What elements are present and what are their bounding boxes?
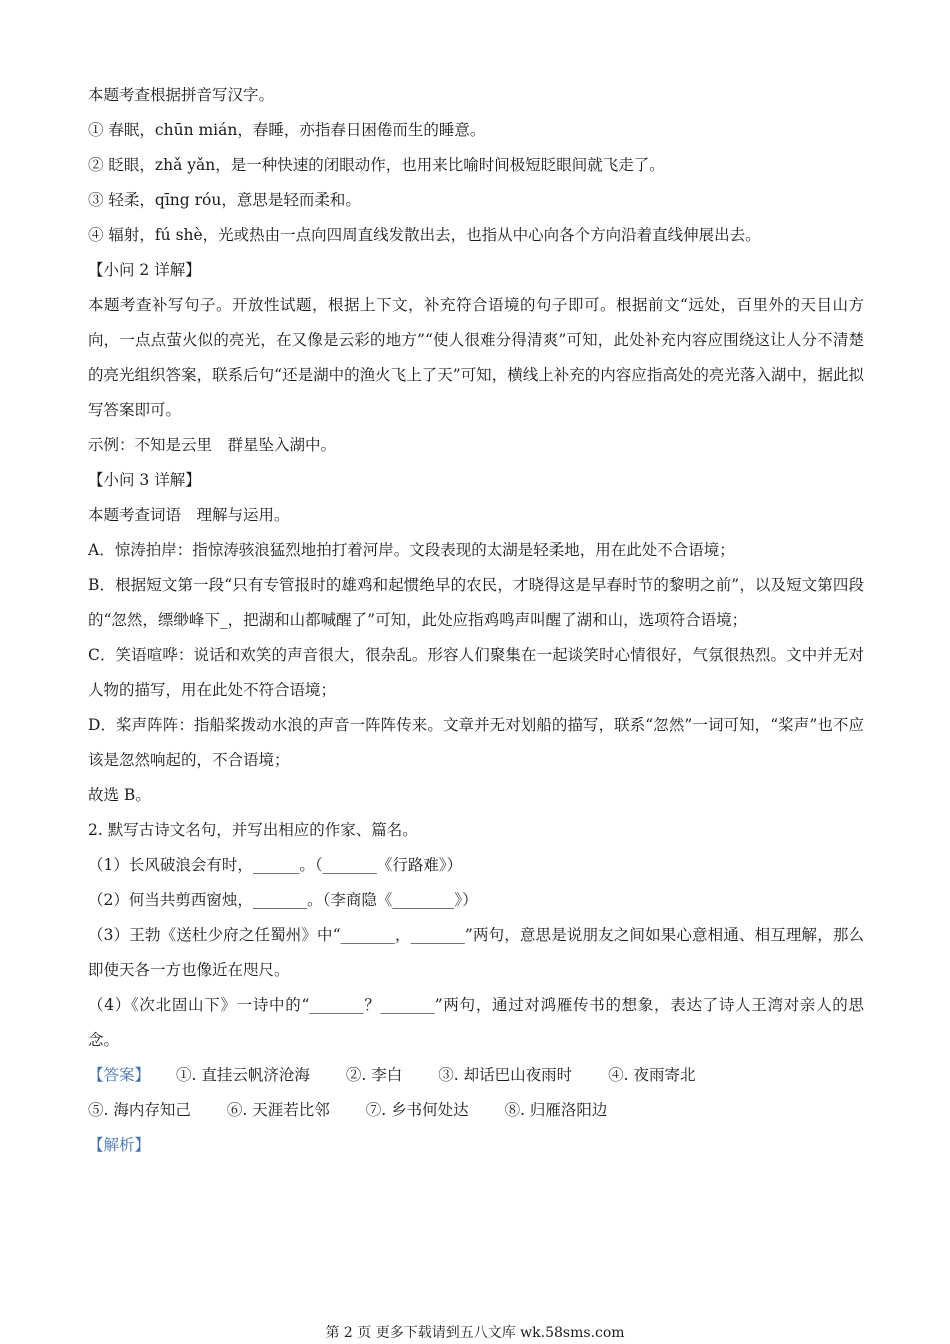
option-a: A．惊涛拍岸：指惊涛骇浪猛烈地拍打着河岸。文段表现的太湖是轻柔地，用在此处不合语境； [88,541,735,559]
answer-row [88,1058,864,1128]
q2-detail-heading: 【小问 2 详解】 [88,261,201,279]
q3-intro: 本题考查词语 理解与运用。 [88,506,290,524]
answer-item: ⑤. 海内存知己 [88,1101,191,1119]
answer-label: 【答案】 [88,1066,151,1084]
answer-item: ⑦. 乡书何处达 [365,1101,469,1119]
option-d: D．桨声阵阵：指船桨拨动水浪的声音一阵阵传来。文章并无对划船的描写，联系“忽然”一词可知，“桨声”也不应该是忽然响起的，不合语境； [88,716,864,769]
q2-item-1: （1）长风破浪会有时，______。（_______《行路难》） [88,856,463,874]
option-c: C．笑语喧哗：说话和欢笑的声音很大，很杂乱。形容人们聚集在一起谈笑时心情很好，气氛很热烈。文中并无对人物的描写，用在此处不符合语境； [88,646,864,699]
q2-explanation: 本题考查补写句子。开放性试题，根据上下文，补充符合语境的句子即可。根据前文“远处，百里外的天目山方向，一点点萤火似的亮光，在又像是云彩的地方”“使人很难分得清爽”可知，此处补充内容应围绕这让人分不清楚的亮光组织答案，联系后句“还是湖中的渔火飞上了天”可知，横线上补充的内容应指高处的亮光落入湖中，据此拟写答案即可。 [88,296,864,419]
choice-line: 故选 B。 [88,786,151,804]
answer-item: ④. 夜雨寄北 [608,1066,696,1084]
answer-item: ⑥. 天涯若比邻 [226,1101,330,1119]
pinyin-item-4: ④ 辐射，fú shè，光或热由一点向四周直线发散出去，也指从中心向各个方向沿着直线伸展出去。 [88,226,761,244]
analysis-label: 【解析】 [88,1136,151,1154]
page-footer: 第 2 页 更多下载请到五八文库 wk.58sms.com [325,1325,625,1341]
pinyin-item-1: ① 春眠，chūn mián，春睡，亦指春日困倦而生的睡意。 [88,121,486,139]
q2-item-4: （4）《次北固山下》一诗中的“_______？_______”两句，通过对鸿雁传书的想象，表达了诗人王湾对亲人的思念。 [88,996,864,1049]
example-answer: 示例：不知是云里 群星坠入湖中。 [88,436,337,454]
intro-line: 本题考查根据拼音写汉字。 [88,86,275,104]
option-b: B．根据短文第一段“只有专管报时的雄鸡和起惯绝早的农民，才晓得这是早春时节的黎明之前”，以及短文第四段的“忽然，缥缈峰下_，把湖和山都喊醒了”可知，此处应指鸡鸣声叫醒了湖和山，选项符合语境； [88,576,864,629]
q2-item-3: （3）王勃《送杜少府之任蜀州》中“_______，_______”两句，意思是说朋友之间如果心意相通、相互理解，那么即使天各一方也像近在咫尺。 [88,926,864,979]
q3-detail-heading: 【小问 3 详解】 [88,471,201,489]
answer-item: ⑧. 归雁洛阳边 [504,1101,608,1119]
q2-item-2: （2）何当共剪西窗烛，_______。（李商隐《________》） [88,891,478,909]
pinyin-item-2: ② 眨眼，zhǎ yǎn，是一种快速的闭眼动作，也用来比喻时间极短眨眼间就飞走了。 [88,156,665,174]
question-2-title: 2. 默写古诗文名句，并写出相应的作家、篇名。 [88,821,418,839]
answer-item: ②. 李白 [345,1066,403,1084]
document-body [88,78,864,1163]
answer-item: ①. 直挂云帆济沧海 [176,1066,310,1084]
answer-item: ③. 却话巴山夜雨时 [438,1066,573,1084]
pinyin-item-3: ③ 轻柔，qīng róu，意思是轻而柔和。 [88,191,361,209]
